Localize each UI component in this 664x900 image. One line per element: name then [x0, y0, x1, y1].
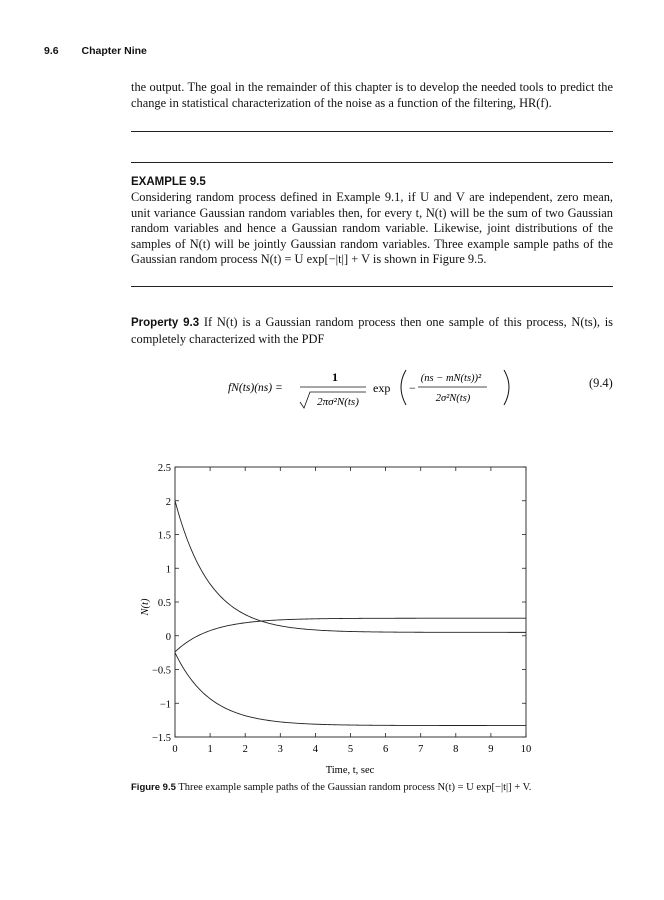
x-tick-label: 6	[382, 744, 389, 755]
y-tick-label: 1	[165, 564, 171, 576]
equation-denominator: 2πσ²N(ts)	[317, 396, 359, 408]
svg-text:−: −	[409, 381, 416, 395]
y-tick-label: −1	[159, 699, 171, 711]
x-tick-label: 8	[453, 744, 459, 755]
divider	[131, 162, 613, 163]
x-tick-label: 5	[347, 744, 354, 755]
y-tick-label: 0	[165, 631, 171, 643]
exp-denominator: 2σ²N(ts)	[435, 393, 471, 404]
equation-9-4	[230, 367, 620, 411]
running-header	[44, 45, 167, 57]
x-tick-label: 9	[488, 744, 494, 755]
example-box	[131, 175, 613, 268]
figure-9-5	[140, 455, 560, 785]
equation-number: (9.4)	[589, 376, 613, 390]
y-axis-label: N(t)	[140, 598, 151, 616]
left-paren	[401, 370, 406, 405]
y-tick-label: −1.5	[151, 733, 171, 744]
chapter-title: Chapter Nine	[81, 45, 147, 57]
right-paren	[504, 370, 509, 405]
equation-numerator: 1	[332, 370, 338, 384]
y-tick-label: −0.5	[151, 665, 171, 677]
x-axis-label: Time, t, sec	[325, 765, 375, 776]
equation-graphic	[230, 367, 530, 411]
divider	[131, 131, 613, 132]
equation-lhs: fN(ts)(ns) =	[228, 382, 283, 394]
property-paragraph	[131, 315, 613, 347]
x-tick-label: 7	[418, 744, 424, 755]
sample-path-3	[175, 653, 526, 726]
divider	[131, 286, 613, 287]
intro-paragraph: the output. The goal in the remainder of this chapter is to develop the needed tools to predict the change in statistical characterization of the noise as a function of the filtering, HR(f).	[131, 80, 613, 110]
y-tick-label: 2	[165, 496, 171, 508]
caption-text: Three example sample paths of the Gaussian random process N(t) = U exp[−|t|] + V.	[178, 782, 532, 793]
exp-numerator: (ns − mN(ts))²	[420, 373, 482, 384]
x-tick-label: 0	[172, 744, 178, 755]
example-heading: EXAMPLE 9.5	[131, 176, 206, 188]
example-body: Considering random process defined in Example 9.1, if U and V are independent, zero mean, unit variance Gaussian random variables then, for every t, N(t) will be the sum of two Gaussian random variables and hence a Gaussian random variable. Likewise, joint distributions of the samples of N(t) will be jointly Gaussian random variables. Three example sample paths of the Gaussian random process N(t) = U exp[−|t|] + V is shown in Figure 9.5.	[131, 190, 613, 267]
line-chart	[140, 455, 560, 780]
y-tick-label: 0.5	[157, 598, 171, 609]
equation-exp: exp	[373, 381, 391, 395]
figure-caption	[131, 782, 551, 795]
x-tick-label: 10	[520, 744, 532, 755]
y-tick-label: 2.5	[157, 463, 171, 474]
property-body: If N(t) is a Gaussian random process then one sample of this process, N(ts), is completely characterized with the PDF	[131, 315, 613, 346]
x-tick-label: 2	[242, 744, 248, 755]
plot-frame	[175, 467, 526, 737]
x-tick-label: 3	[277, 744, 283, 755]
x-tick-label: 4	[312, 744, 319, 755]
x-tick-label: 1	[207, 744, 213, 755]
sample-path-1	[175, 501, 526, 633]
caption-label: Figure 9.5	[131, 782, 176, 793]
section-number: 9.6	[44, 45, 59, 57]
property-name: Property 9.3	[131, 317, 200, 329]
y-tick-label: 1.5	[157, 530, 171, 542]
sample-path-2	[175, 618, 526, 652]
